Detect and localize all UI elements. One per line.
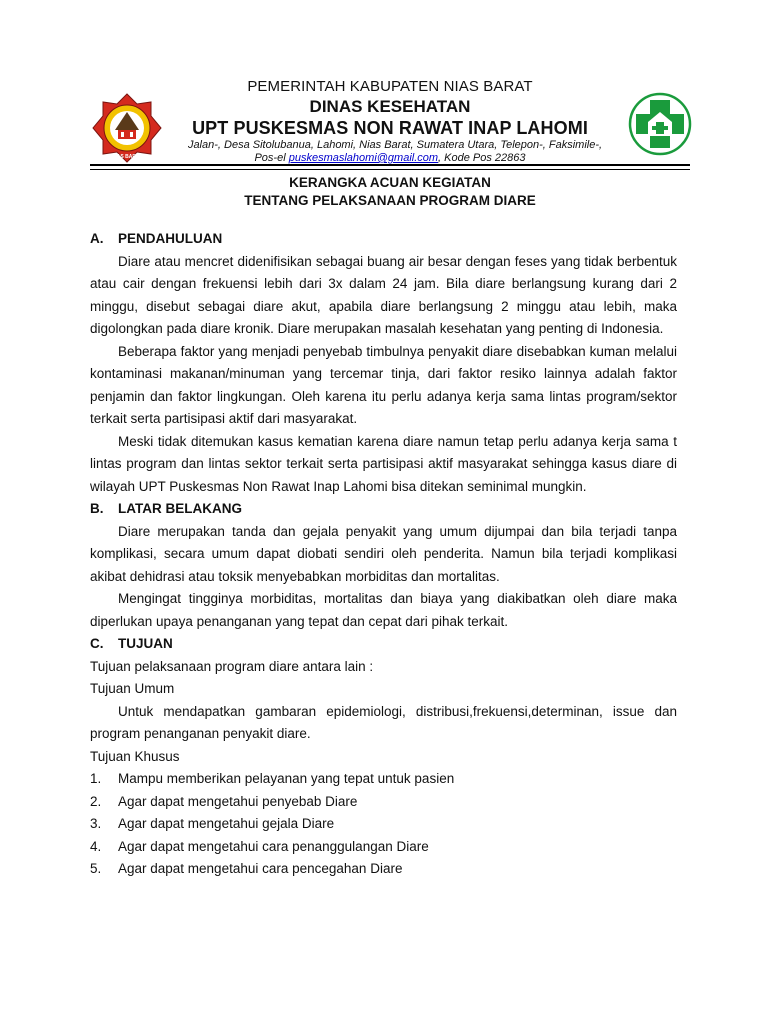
paragraph: Beberapa faktor yang menjadi penyebab timbulnya penyakit diare disebabkan kuman melalui kontaminasi makanan/minuman yang tercemar tinja, dari faktor resiko lainnya adalah faktor penjamin dan faktor lingkungan. Oleh karena itu perlu adanya kerja sama lintas program/sektor terkait serta partisipasi aktif dari masyarakat. <box>90 343 677 426</box>
list-item <box>90 791 677 814</box>
list-text: Agar dapat mengetahui penyebab Diare <box>118 793 358 809</box>
letterhead-divider-thin <box>90 169 690 170</box>
title-line-1: KERANGKA ACUAN KEGIATAN <box>289 175 491 190</box>
list-number: 2. <box>90 793 102 809</box>
list-text: Agar dapat mengetahui gejala Diare <box>118 816 335 831</box>
email-prefix: Pos-el <box>254 152 289 164</box>
letterhead-address: Jalan-, Desa Sitolubanua, Lahomi, Nias Barat, Sumatera Utara, Telepon-, Faksimile-, <box>187 139 603 151</box>
section-title: LATAR BELAKANG <box>118 501 242 516</box>
title-line-2: TENTANG PELAKSANAAN PROGRAM DIARE <box>244 193 536 208</box>
list-item <box>90 858 677 881</box>
section-title: PENDAHULUAN <box>118 231 223 246</box>
section-heading-tujuan <box>90 633 677 656</box>
section-heading-latar-belakang <box>90 498 677 521</box>
section-label: C. <box>90 636 104 651</box>
tujuan-umum-text: Untuk mendapatkan gambaran epidemiologi, distribusi,frekuensi,determinan, issue dan program penanganan penyakit diare. <box>90 703 677 741</box>
list-item <box>90 813 677 836</box>
letterhead-divider-thick <box>90 164 690 166</box>
letterhead-department: DINAS KESEHATAN <box>309 97 471 116</box>
tujuan-intro: Tujuan pelaksanaan program diare antara lain : <box>90 658 374 674</box>
list-number: 5. <box>90 861 102 876</box>
paragraph: Diare merupakan tanda dan gejala penyakit yang umum dijumpai dan bila terjadi tanpa komplikasi, secara umum dapat diobati sendiri oleh penderita. Namun bila terjadi komplikasi akibat dehidrasi atau toksik menyebabkan morbiditas dan mortalitas. <box>90 523 677 584</box>
postal-code: , Kode Pos 22863 <box>438 152 526 164</box>
puskesmas-logo <box>628 92 692 156</box>
email-link[interactable]: puskesmaslahomi@gmail.com <box>288 152 439 164</box>
list-item <box>90 836 677 859</box>
paragraph: Meski tidak ditemukan kasus kematian karena diare namun tetap perlu adanya kerja sama t lintas program dan lintas sektor terkait serta partisipasi aktif masyarakat sehingga kasus diare di wilayah UPT Puskesmas Non Rawat Inap Lahomi bisa ditekan seminimal mungkin. <box>90 433 677 494</box>
paragraph: Diare atau mencret didenifisikan sebagai buang air besar dengan feses yang tidak berbentuk atau cair dengan frekuensi lebih dari 3x dalam 24 jam. Bila diare berlangsung kurang dari 2 minggu, disebut sebagai diare akut, apabila diare berlangsung 2 minggu atau lebih, maka digolongkan pada diare kronik. Diare merupakan masalah kesehatan yang penting di Indonesia. <box>90 253 677 336</box>
tujuan-umum-label: Tujuan Umum <box>90 681 175 696</box>
document-body <box>90 228 677 881</box>
list-text: Agar dapat mengetahui cara penanggulangan Diare <box>118 838 429 854</box>
list-number: 4. <box>90 838 102 854</box>
section-label: B. <box>90 501 104 516</box>
list-number: 1. <box>90 771 102 786</box>
list-item <box>90 768 677 791</box>
section-label: A. <box>90 231 104 246</box>
tujuan-khusus-label: Tujuan Khusus <box>90 748 180 764</box>
section-title: TUJUAN <box>118 636 173 651</box>
paragraph: Mengingat tingginya morbiditas, mortalitas dan biaya yang diakibatkan oleh diare maka diperlukan upaya penanganan yang tepat dan cepat dari pihak terkait. <box>90 591 677 629</box>
svg-text:NIAS BARAT: NIAS BARAT <box>111 154 143 160</box>
section-heading-pendahuluan <box>90 228 677 251</box>
letterhead <box>150 77 630 165</box>
list-text: Agar dapat mengetahui cara pencegahan Diare <box>118 861 403 876</box>
letterhead-government: PEMERINTAH KABUPATEN NIAS BARAT <box>247 78 533 95</box>
document-title <box>90 174 690 210</box>
list-text: Mampu memberikan pelayanan yang tepat untuk pasien <box>118 771 455 786</box>
letterhead-institution: UPT PUSKESMAS NON RAWAT INAP LAHOMI <box>192 118 588 138</box>
list-number: 3. <box>90 816 102 831</box>
